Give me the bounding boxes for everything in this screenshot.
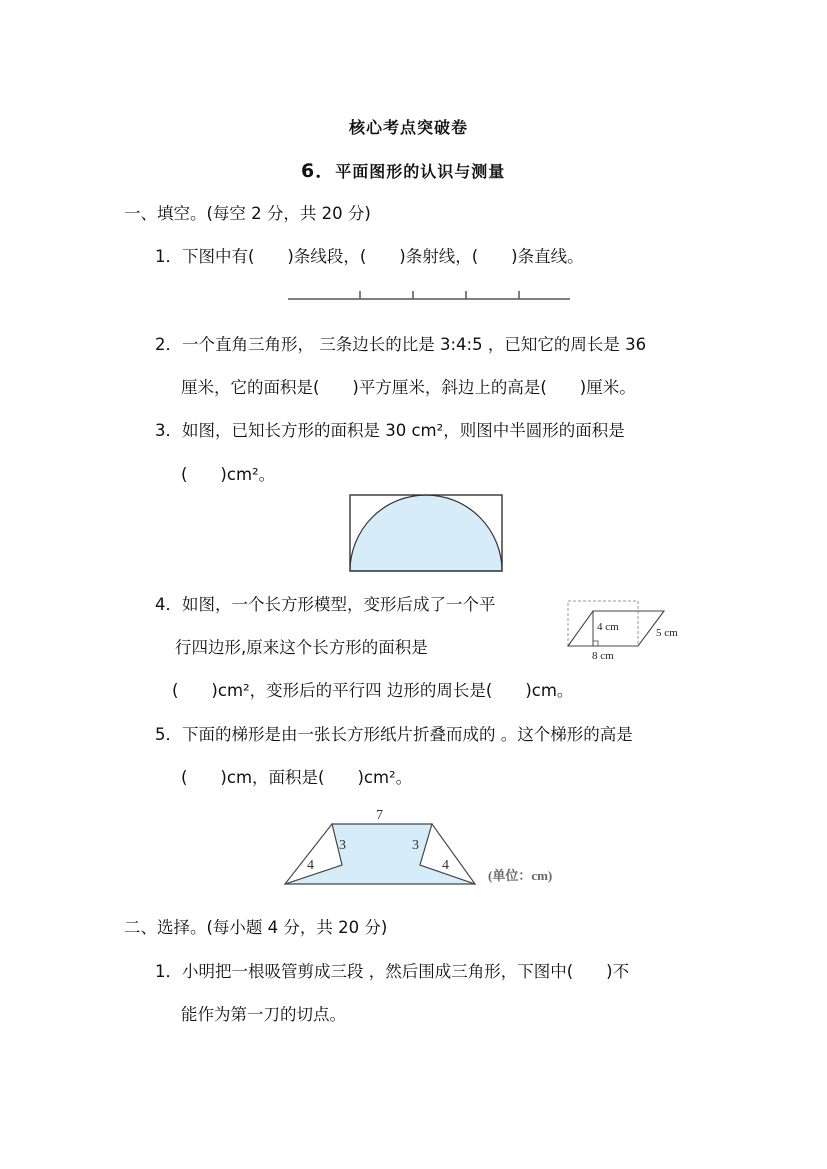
q3-line2: ( )cm²。 <box>181 465 276 484</box>
right-angle-mark <box>593 641 598 646</box>
q4-line1: 4．如图，一个长方形模型，变形后成了一个平 <box>155 595 496 614</box>
semicircle <box>350 495 502 571</box>
subtitle-number: 6． <box>301 160 336 182</box>
q5-line2: ( )cm，面积是( )cm²。 <box>181 768 413 787</box>
q2-line2: 厘米，它的面积是( )平方厘米，斜边上的高是( )厘米。 <box>181 378 636 397</box>
label-top: 7 <box>376 808 383 823</box>
q5-line1: 5．下面的梯形是由一张长方形纸片折叠而成的 。这个梯形的高是 <box>155 725 633 744</box>
q3-line1: 3．如图，已知长方形的面积是 30 cm²，则图中半圆形的面积是 <box>155 421 625 440</box>
s2-q1-line1: 1．小明把一根吸管剪成三段 ，然后围成三角形，下图中( )不 <box>155 962 630 981</box>
label-right-leg: 4 <box>442 858 449 873</box>
page-subtitle <box>301 156 505 183</box>
q2-line1: 2．一个直角三角形， 三条边长的比是 3:4:5 ，已知它的周长是 36 <box>155 335 647 354</box>
subtitle-text: 平面图形的认识与测量 <box>335 162 506 181</box>
q5-trapezoid-figure <box>280 800 580 892</box>
q3-semicircle-figure <box>346 491 510 575</box>
s2-q1-line2: 能作为第一刀的切点。 <box>181 1005 346 1024</box>
q4-line2: 行四边形,原来这个长方形的面积是 <box>175 638 428 657</box>
unit-label: (单位：cm) <box>488 868 553 883</box>
label-side: 5 cm <box>656 627 678 639</box>
q1-text: 1．下图中有( )条线段，( )条射线，( )条直线。 <box>155 247 584 266</box>
q1-line-figure <box>280 288 580 308</box>
section1-heading: 一、填空。(每空 2 分，共 20 分) <box>124 204 371 223</box>
label-right-fold: 3 <box>412 838 419 853</box>
label-left-fold: 3 <box>339 838 346 853</box>
label-left-leg: 4 <box>307 858 314 873</box>
q4-parallelogram-figure <box>562 596 692 662</box>
page-title: 核心考点突破卷 <box>349 118 469 137</box>
section2-heading: 二、选择。(每小题 4 分，共 20 分) <box>124 918 388 937</box>
label-height: 4 cm <box>597 621 619 633</box>
label-base: 8 cm <box>592 650 614 662</box>
q4-line3: ( )cm²，变形后的平行四 边形的周长是( )cm。 <box>172 681 574 700</box>
